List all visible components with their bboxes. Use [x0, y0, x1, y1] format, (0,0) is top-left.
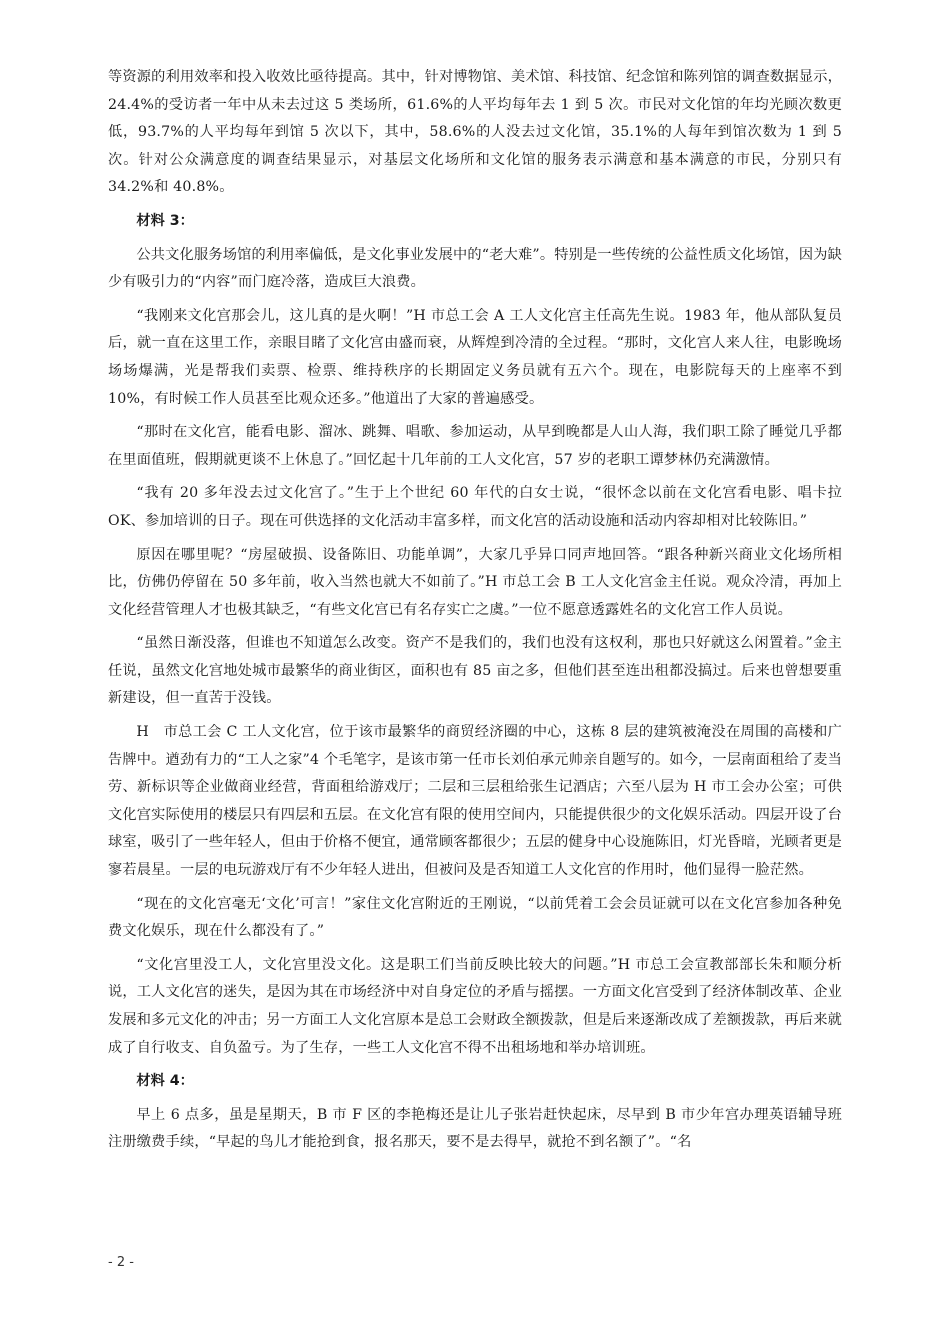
section-3-paragraph-3: “那时在文化宫，能看电影、溜冰、跳舞、唱歌、参加运动，从早到晚都是人山人海，我们职工除了睡觉几乎都在里面值班，假期就更谈不上休息了。”回忆起十几年前的工人文化宫，57 岁的老职工谭梦林仍充满激情。	[108, 424, 842, 468]
section-3-paragraph-6: “虽然日渐没落，但谁也不知道怎么改变。资产不是我们的，我们也没有这权利，那也只好就这么闲置着。”金主任说，虽然文化宫地处城市最繁华的商业街区，面积也有 85 亩之多，但他们甚至连出租都没搞过。后来也曾想要重新建设，但一直苦于没钱。	[108, 635, 842, 707]
section-4-heading: 材料 4：	[136, 1073, 194, 1090]
page-number: - 2 -	[108, 1255, 134, 1270]
section-3-paragraph-4: “我有 20 多年没去过文化宫了。”生于上个世纪 60 年代的白女士说，“很怀念以前在文化宫看电影、唱卡拉 OK、参加培训的日子。现在可供选择的文化活动丰富多样，而文化宫的活动设施和活动内容却相对比较陈旧。”	[108, 485, 842, 529]
section-3-paragraph-5: 原因在哪里呢？“房屋破损、设备陈旧、功能单调”，大家几乎异口同声地回答。“跟各种新兴商业文化场所相比，仿佛仍停留在 50 多年前，收入当然也就大不如前了。”H 市总工会 B 工人文化宫金主任说。观众冷清，再加上文化经营管理人才也极其缺乏，“有些文化宫已有名存实亡之虞。”一位不愿意透露姓名的文化宫工作人员说。	[108, 546, 842, 618]
section-3-paragraph-7: H 市总工会 C 工人文化宫，位于该市最繁华的商贸经济圈的中心，这栋 8 层的建筑被淹没在周围的高楼和广告牌中。遒劲有力的“工人之家”4 个毛笔字，是该市第一任市长刘伯承元帅亲自题写的。如今，一层南面租给了麦当劳、新标识等企业做商业经营，背面租给游戏厅；二层和三层租给张生记酒店；六至八层为 H 市工会办公室；可供文化宫实际使用的楼层只有四层和五层。在文化宫有限的使用空间内，只能提供很少的文化娱乐活动。四层开设了台球室，吸引了一些年轻人，但由于价格不便宜，通常顾客都很少；五层的健身中心设施陈旧，灯光昏暗，光顾者更是寥若晨星。一层的电玩游戏厅有不少年轻人进出，但被问及是否知道工人文化宫的作用时，他们显得一脸茫然。	[108, 724, 842, 879]
section-3-heading: 材料 3：	[136, 212, 194, 229]
section-3-paragraph-8: “现在的文化宫毫无‘文化’可言！”家住文化宫附近的王刚说，“以前凭着工会会员证就可以在文化宫参加各种免费文化娱乐，现在什么都没有了。”	[108, 895, 842, 940]
section-4-paragraph-1: 早上 6 点多，虽是星期天，B 市 F 区的李艳梅还是让儿子张岩赶快起床，尽早到 B 市少年宫办理英语辅导班注册缴费手续，“早起的鸟儿才能抢到食，报名那天，要不是去得早，就抢不到名额了”。“名	[108, 1106, 842, 1151]
section-3-paragraph-9: “文化宫里没工人，文化宫里没文化。这是职工们当前反映比较大的问题。”H 市总工会宣教部部长朱和顺分析说，工人文化宫的迷失，是因为其在市场经济中对自身定位的矛盾与摇摆。一方面文化宫受到了经济体制改革、企业发展和多元文化的冲击；另一方面工人文化宫原本是总工会财政全额拨款，但是后来逐渐改成了差额拨款，再后来就成了自行收支、自负盈亏。为了生存，一些工人文化宫不得不出租场地和举办培训班。	[108, 956, 842, 1056]
intro-paragraph: 等资源的利用效率和投入收效比亟待提高。其中，针对博物馆、美术馆、科技馆、纪念馆和陈列馆的调查数据显示，24.4%的受访者一年中从未去过这 5 类场所，61.6%的人平均每年去 1 到 5 次。市民对文化馆的年均光顾次数更低，93.7%的人平均每年到馆 5 次以下，其中，58.6%的人没去过文化馆，35.1%的人每年到馆次数为 1 到 5 次。针对公众满意度的调查结果显示，对基层文化场所和文化馆的服务表示满意和基本满意的市民，分别只有 34.2%和 40.8%。	[108, 69, 842, 196]
section-3-paragraph-1: 公共文化服务场馆的利用率偏低，是文化事业发展中的“老大难”。特别是一些传统的公益性质文化场馆，因为缺少有吸引力的“内容”而门庭冷落，造成巨大浪费。	[108, 246, 842, 291]
section-3-paragraph-2: “我刚来文化宫那会儿，这儿真的是火啊！”H 市总工会 A 工人文化宫主任高先生说。1983 年，他从部队复员后，就一直在这里工作，亲眼目睹了文化宫由盛而衰，从辉煌到冷清的全过程。“那时，文化宫人来人往，电影晚场场场爆满，光是帮我们卖票、检票、维持秩序的长期固定义务员就有五六个。现在，电影院每天的上座率不到 10%，有时候工作人员甚至比观众还多。”他道出了大家的普遍感受。	[108, 307, 842, 407]
document-page	[108, 64, 842, 1163]
